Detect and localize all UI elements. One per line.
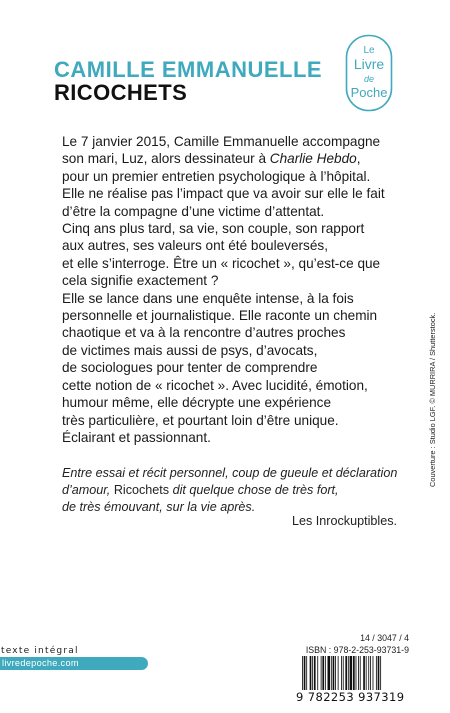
blurb-line: et elle s’interroge. Être un « ricochet », qu’est-ce que: [62, 255, 381, 271]
blurb-line: son mari, Luz, alors dessinateur à Charlie Hebdo,: [62, 151, 361, 167]
blurb-line: d’être la compagne d’une victime d’attentat.: [62, 203, 325, 219]
svg-text:de: de: [363, 74, 375, 84]
website-url[interactable]: livredepoche.com: [2, 658, 79, 668]
blurb-line: très particulière, et pourtant loin d’être unique.: [62, 412, 339, 428]
svg-text:Le: Le: [363, 45, 375, 56]
blurb-line: Cinq ans plus tard, sa vie, son couple, son rapport: [62, 221, 365, 237]
blurb-line: humour même, elle décrypte une expérience: [62, 395, 332, 411]
blurb-line: personnelle et journalistique. Elle raconte un chemin: [62, 308, 378, 324]
svg-text:Poche: Poche: [350, 85, 388, 100]
catalog-code: 14 / 3047 / 4: [360, 633, 409, 643]
blurb-line: Elle ne réalise pas l’impact que va avoir sur elle le fait: [62, 186, 385, 202]
blurb-line: Le 7 janvier 2015, Camille Emmanuelle accompagne: [62, 134, 381, 149]
book-blurb: [62, 133, 392, 446]
quote-line: d’amour, Ricochets dit quelque chose de très fort,: [62, 483, 339, 497]
blurb-line: pour un premier entretien psychologique à l’hôpital.: [62, 168, 371, 184]
livre-de-poche-logo: [345, 34, 393, 112]
periodical-title: Charlie Hebdo: [269, 151, 357, 167]
edition-label: texte intégral: [1, 646, 79, 656]
blurb-line: cela signifie exactement ?: [62, 273, 219, 289]
quote-line: Entre essai et récit personnel, coup de gueule et déclaration: [62, 466, 398, 480]
blurb-line: de victimes mais aussi de psys, d’avocats,: [62, 342, 318, 358]
press-quote: [62, 465, 398, 516]
quote-source: Les Inrockuptibles.: [292, 514, 398, 528]
author-name: CAMILLE EMMANUELLE: [54, 57, 323, 82]
blurb-line: chaotique et va à la rencontre d’autres proches: [62, 325, 346, 341]
blurb-line: de sociologues pour tenter de comprendre: [62, 360, 318, 376]
blurb-line: Éclairant et passionnant.: [62, 429, 211, 445]
barcode-digits: 9 782253 937319: [296, 690, 416, 704]
blurb-line: cette notion de « ricochet ». Avec lucidité, émotion,: [62, 377, 368, 393]
quoted-book-title: Ricochets: [113, 483, 170, 497]
blurb-line: aux autres, ses valeurs ont été bouleversés,: [62, 238, 328, 254]
cover-credit: Couverture : Studio LGF. © MURRIRA / Shutterstock.: [428, 312, 437, 487]
book-title: RICOCHETS: [54, 80, 188, 105]
quote-line: de très émouvant, sur la vie après.: [62, 500, 256, 514]
svg-text:Livre: Livre: [353, 56, 385, 72]
isbn: ISBN : 978-2-253-93731-9: [305, 645, 409, 655]
blurb-line: Elle se lance dans une enquête intense, à la fois: [62, 290, 354, 306]
